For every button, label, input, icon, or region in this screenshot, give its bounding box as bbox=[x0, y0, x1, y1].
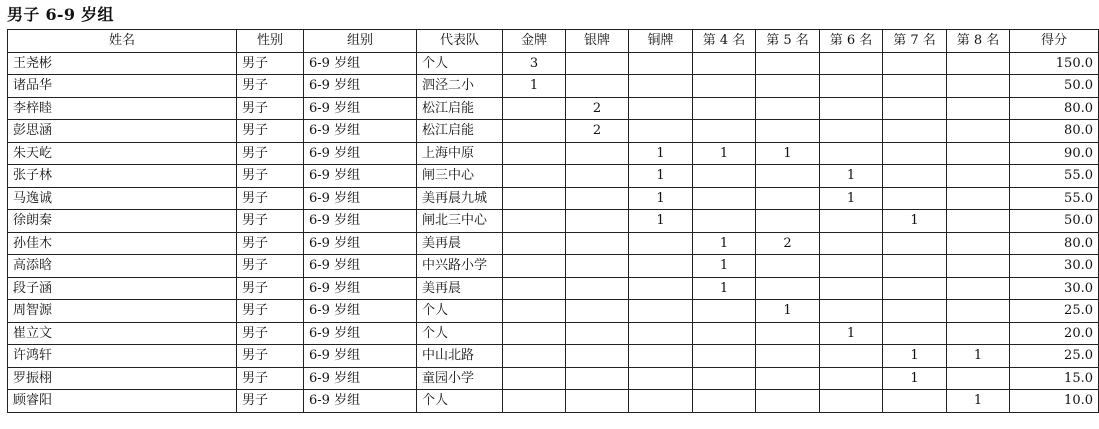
group-cell: 6-9 岁组 bbox=[304, 165, 417, 188]
bronze-count-cell: 1 bbox=[629, 142, 693, 165]
team-cell: 美再晨 bbox=[417, 277, 503, 300]
score-cell: 80.0 bbox=[1010, 97, 1099, 120]
place-7-count-cell bbox=[883, 277, 947, 300]
place-4-count-cell: 1 bbox=[693, 232, 756, 255]
place-6-count-cell bbox=[820, 97, 883, 120]
group-cell: 6-9 岁组 bbox=[304, 210, 417, 233]
group-cell: 6-9 岁组 bbox=[304, 75, 417, 98]
results-body bbox=[8, 52, 1099, 412]
place-7-count-cell bbox=[883, 187, 947, 210]
score-cell: 25.0 bbox=[1010, 300, 1099, 323]
silver-count-cell bbox=[566, 165, 629, 188]
gold-count-cell: 3 bbox=[503, 52, 566, 75]
gold-count-cell bbox=[503, 165, 566, 188]
silver-count-cell bbox=[566, 367, 629, 390]
results-table bbox=[7, 29, 1099, 413]
place-4-count-cell bbox=[693, 97, 756, 120]
table-row bbox=[8, 277, 1099, 300]
bronze-count-cell bbox=[629, 232, 693, 255]
bronze-count-cell bbox=[629, 322, 693, 345]
column-header-group: 组别 bbox=[304, 30, 417, 53]
gold-count-cell bbox=[503, 322, 566, 345]
place-8-count-cell bbox=[947, 165, 1010, 188]
group-cell: 6-9 岁组 bbox=[304, 345, 417, 368]
silver-count-cell bbox=[566, 210, 629, 233]
place-8-count-cell bbox=[947, 300, 1010, 323]
gender-cell: 男子 bbox=[237, 120, 304, 143]
team-cell: 松江启能 bbox=[417, 97, 503, 120]
group-cell: 6-9 岁组 bbox=[304, 52, 417, 75]
gold-count-cell bbox=[503, 187, 566, 210]
bronze-count-cell bbox=[629, 97, 693, 120]
athlete-name-cell: 李梓睦 bbox=[8, 97, 237, 120]
table-row bbox=[8, 142, 1099, 165]
athlete-name-cell: 诸品华 bbox=[8, 75, 237, 98]
place-7-count-cell bbox=[883, 52, 947, 75]
place-7-count-cell bbox=[883, 142, 947, 165]
place-5-count-cell bbox=[756, 120, 820, 143]
place-6-count-cell: 1 bbox=[820, 165, 883, 188]
place-6-count-cell bbox=[820, 210, 883, 233]
group-cell: 6-9 岁组 bbox=[304, 97, 417, 120]
header-row bbox=[8, 30, 1099, 53]
place-8-count-cell bbox=[947, 187, 1010, 210]
place-7-count-cell bbox=[883, 75, 947, 98]
place-7-count-cell: 1 bbox=[883, 367, 947, 390]
gold-count-cell bbox=[503, 210, 566, 233]
place-4-count-cell: 1 bbox=[693, 277, 756, 300]
team-cell: 中山北路 bbox=[417, 345, 503, 368]
column-header-place-6: 第 6 名 bbox=[820, 30, 883, 53]
table-row bbox=[8, 300, 1099, 323]
column-header-name: 姓名 bbox=[8, 30, 237, 53]
score-cell: 55.0 bbox=[1010, 165, 1099, 188]
place-6-count-cell: 1 bbox=[820, 187, 883, 210]
sheet-title: 男子 6-9 岁组 bbox=[7, 5, 114, 24]
gold-count-cell bbox=[503, 232, 566, 255]
column-header-gold: 金牌 bbox=[503, 30, 566, 53]
place-5-count-cell bbox=[756, 367, 820, 390]
place-8-count-cell bbox=[947, 255, 1010, 278]
athlete-name-cell: 段子涵 bbox=[8, 277, 237, 300]
team-cell: 中兴路小学 bbox=[417, 255, 503, 278]
place-6-count-cell bbox=[820, 345, 883, 368]
table-row bbox=[8, 390, 1099, 413]
place-7-count-cell bbox=[883, 165, 947, 188]
place-5-count-cell: 1 bbox=[756, 142, 820, 165]
gender-cell: 男子 bbox=[237, 255, 304, 278]
team-cell: 闸三中心 bbox=[417, 165, 503, 188]
bronze-count-cell: 1 bbox=[629, 165, 693, 188]
gold-count-cell bbox=[503, 142, 566, 165]
gender-cell: 男子 bbox=[237, 345, 304, 368]
bronze-count-cell bbox=[629, 277, 693, 300]
table-row bbox=[8, 367, 1099, 390]
silver-count-cell: 2 bbox=[566, 120, 629, 143]
gender-cell: 男子 bbox=[237, 142, 304, 165]
gender-cell: 男子 bbox=[237, 277, 304, 300]
column-header-place-7: 第 7 名 bbox=[883, 30, 947, 53]
place-4-count-cell bbox=[693, 165, 756, 188]
bronze-count-cell bbox=[629, 300, 693, 323]
place-5-count-cell: 1 bbox=[756, 300, 820, 323]
silver-count-cell bbox=[566, 300, 629, 323]
column-header-place-5: 第 5 名 bbox=[756, 30, 820, 53]
team-cell: 闸北三中心 bbox=[417, 210, 503, 233]
gold-count-cell bbox=[503, 120, 566, 143]
table-row bbox=[8, 75, 1099, 98]
team-cell: 美再晨 bbox=[417, 232, 503, 255]
score-cell: 30.0 bbox=[1010, 255, 1099, 278]
team-cell: 个人 bbox=[417, 390, 503, 413]
place-5-count-cell bbox=[756, 255, 820, 278]
gender-cell: 男子 bbox=[237, 390, 304, 413]
bronze-count-cell bbox=[629, 255, 693, 278]
place-4-count-cell: 1 bbox=[693, 255, 756, 278]
place-6-count-cell bbox=[820, 277, 883, 300]
athlete-name-cell: 崔立文 bbox=[8, 322, 237, 345]
place-8-count-cell bbox=[947, 120, 1010, 143]
group-cell: 6-9 岁组 bbox=[304, 120, 417, 143]
table-row bbox=[8, 210, 1099, 233]
place-6-count-cell bbox=[820, 255, 883, 278]
silver-count-cell bbox=[566, 142, 629, 165]
table-row bbox=[8, 52, 1099, 75]
athlete-name-cell: 孙佳木 bbox=[8, 232, 237, 255]
place-4-count-cell bbox=[693, 52, 756, 75]
group-cell: 6-9 岁组 bbox=[304, 232, 417, 255]
place-7-count-cell bbox=[883, 232, 947, 255]
gold-count-cell: 1 bbox=[503, 75, 566, 98]
athlete-name-cell: 王尧彬 bbox=[8, 52, 237, 75]
place-7-count-cell bbox=[883, 120, 947, 143]
column-header-silver: 银牌 bbox=[566, 30, 629, 53]
place-4-count-cell: 1 bbox=[693, 142, 756, 165]
place-8-count-cell bbox=[947, 75, 1010, 98]
column-header-gender: 性别 bbox=[237, 30, 304, 53]
place-7-count-cell bbox=[883, 322, 947, 345]
gender-cell: 男子 bbox=[237, 367, 304, 390]
score-cell: 50.0 bbox=[1010, 210, 1099, 233]
place-8-count-cell bbox=[947, 210, 1010, 233]
place-6-count-cell bbox=[820, 52, 883, 75]
place-6-count-cell bbox=[820, 232, 883, 255]
team-cell: 美再晨九城 bbox=[417, 187, 503, 210]
athlete-name-cell: 高添晗 bbox=[8, 255, 237, 278]
silver-count-cell bbox=[566, 277, 629, 300]
table-row bbox=[8, 232, 1099, 255]
place-4-count-cell bbox=[693, 390, 756, 413]
silver-count-cell: 2 bbox=[566, 97, 629, 120]
group-cell: 6-9 岁组 bbox=[304, 390, 417, 413]
gender-cell: 男子 bbox=[237, 210, 304, 233]
group-cell: 6-9 岁组 bbox=[304, 187, 417, 210]
bronze-count-cell bbox=[629, 345, 693, 368]
table-row bbox=[8, 97, 1099, 120]
gold-count-cell bbox=[503, 345, 566, 368]
place-6-count-cell bbox=[820, 142, 883, 165]
group-cell: 6-9 岁组 bbox=[304, 142, 417, 165]
place-8-count-cell bbox=[947, 97, 1010, 120]
silver-count-cell bbox=[566, 187, 629, 210]
score-cell: 80.0 bbox=[1010, 232, 1099, 255]
athlete-name-cell: 徐朗秦 bbox=[8, 210, 237, 233]
column-header-bronze: 铜牌 bbox=[629, 30, 693, 53]
bronze-count-cell bbox=[629, 75, 693, 98]
gold-count-cell bbox=[503, 277, 566, 300]
place-7-count-cell bbox=[883, 300, 947, 323]
bronze-count-cell bbox=[629, 390, 693, 413]
place-7-count-cell bbox=[883, 97, 947, 120]
place-5-count-cell bbox=[756, 390, 820, 413]
athlete-name-cell: 罗振栩 bbox=[8, 367, 237, 390]
score-cell: 90.0 bbox=[1010, 142, 1099, 165]
place-5-count-cell bbox=[756, 210, 820, 233]
place-7-count-cell bbox=[883, 255, 947, 278]
bronze-count-cell: 1 bbox=[629, 187, 693, 210]
bronze-count-cell bbox=[629, 367, 693, 390]
athlete-name-cell: 周智源 bbox=[8, 300, 237, 323]
place-4-count-cell bbox=[693, 75, 756, 98]
silver-count-cell bbox=[566, 75, 629, 98]
place-8-count-cell: 1 bbox=[947, 345, 1010, 368]
gender-cell: 男子 bbox=[237, 232, 304, 255]
place-5-count-cell bbox=[756, 277, 820, 300]
score-cell: 55.0 bbox=[1010, 187, 1099, 210]
place-8-count-cell bbox=[947, 142, 1010, 165]
place-4-count-cell bbox=[693, 210, 756, 233]
team-cell: 松江启能 bbox=[417, 120, 503, 143]
athlete-name-cell: 马逸诚 bbox=[8, 187, 237, 210]
athlete-name-cell: 许鸿轩 bbox=[8, 345, 237, 368]
place-5-count-cell bbox=[756, 165, 820, 188]
place-8-count-cell bbox=[947, 277, 1010, 300]
place-4-count-cell bbox=[693, 187, 756, 210]
gender-cell: 男子 bbox=[237, 187, 304, 210]
table-row bbox=[8, 255, 1099, 278]
group-cell: 6-9 岁组 bbox=[304, 277, 417, 300]
place-5-count-cell bbox=[756, 75, 820, 98]
table-row bbox=[8, 165, 1099, 188]
place-5-count-cell bbox=[756, 52, 820, 75]
team-cell: 泗泾二小 bbox=[417, 75, 503, 98]
score-cell: 25.0 bbox=[1010, 345, 1099, 368]
place-6-count-cell bbox=[820, 390, 883, 413]
gold-count-cell bbox=[503, 367, 566, 390]
silver-count-cell bbox=[566, 255, 629, 278]
table-row bbox=[8, 322, 1099, 345]
gold-count-cell bbox=[503, 255, 566, 278]
silver-count-cell bbox=[566, 345, 629, 368]
place-8-count-cell bbox=[947, 232, 1010, 255]
group-cell: 6-9 岁组 bbox=[304, 367, 417, 390]
group-cell: 6-9 岁组 bbox=[304, 255, 417, 278]
place-4-count-cell bbox=[693, 120, 756, 143]
place-6-count-cell bbox=[820, 120, 883, 143]
score-cell: 10.0 bbox=[1010, 390, 1099, 413]
gold-count-cell bbox=[503, 300, 566, 323]
team-cell: 个人 bbox=[417, 322, 503, 345]
bronze-count-cell bbox=[629, 52, 693, 75]
table-row bbox=[8, 120, 1099, 143]
place-6-count-cell bbox=[820, 367, 883, 390]
place-5-count-cell: 2 bbox=[756, 232, 820, 255]
place-4-count-cell bbox=[693, 322, 756, 345]
place-8-count-cell bbox=[947, 367, 1010, 390]
silver-count-cell bbox=[566, 52, 629, 75]
table-row bbox=[8, 187, 1099, 210]
bronze-count-cell: 1 bbox=[629, 210, 693, 233]
group-cell: 6-9 岁组 bbox=[304, 322, 417, 345]
place-6-count-cell: 1 bbox=[820, 322, 883, 345]
team-cell: 个人 bbox=[417, 52, 503, 75]
silver-count-cell bbox=[566, 390, 629, 413]
place-8-count-cell bbox=[947, 52, 1010, 75]
silver-count-cell bbox=[566, 322, 629, 345]
column-header-place-8: 第 8 名 bbox=[947, 30, 1010, 53]
athlete-name-cell: 彭思涵 bbox=[8, 120, 237, 143]
gold-count-cell bbox=[503, 97, 566, 120]
score-cell: 50.0 bbox=[1010, 75, 1099, 98]
place-6-count-cell bbox=[820, 75, 883, 98]
place-5-count-cell bbox=[756, 187, 820, 210]
score-cell: 150.0 bbox=[1010, 52, 1099, 75]
gender-cell: 男子 bbox=[237, 322, 304, 345]
score-cell: 30.0 bbox=[1010, 277, 1099, 300]
column-header-score: 得分 bbox=[1010, 30, 1099, 53]
team-cell: 童园小学 bbox=[417, 367, 503, 390]
column-header-team: 代表队 bbox=[417, 30, 503, 53]
gender-cell: 男子 bbox=[237, 75, 304, 98]
athlete-name-cell: 顾睿阳 bbox=[8, 390, 237, 413]
place-4-count-cell bbox=[693, 345, 756, 368]
athlete-name-cell: 朱天屹 bbox=[8, 142, 237, 165]
group-cell: 6-9 岁组 bbox=[304, 300, 417, 323]
place-6-count-cell bbox=[820, 300, 883, 323]
place-8-count-cell: 1 bbox=[947, 390, 1010, 413]
score-cell: 15.0 bbox=[1010, 367, 1099, 390]
gender-cell: 男子 bbox=[237, 165, 304, 188]
place-7-count-cell: 1 bbox=[883, 345, 947, 368]
gender-cell: 男子 bbox=[237, 52, 304, 75]
team-cell: 个人 bbox=[417, 300, 503, 323]
silver-count-cell bbox=[566, 232, 629, 255]
bronze-count-cell bbox=[629, 120, 693, 143]
place-8-count-cell bbox=[947, 322, 1010, 345]
score-cell: 80.0 bbox=[1010, 120, 1099, 143]
gender-cell: 男子 bbox=[237, 300, 304, 323]
team-cell: 上海中原 bbox=[417, 142, 503, 165]
place-5-count-cell bbox=[756, 97, 820, 120]
gold-count-cell bbox=[503, 390, 566, 413]
place-5-count-cell bbox=[756, 345, 820, 368]
table-row bbox=[8, 345, 1099, 368]
score-cell: 20.0 bbox=[1010, 322, 1099, 345]
place-4-count-cell bbox=[693, 300, 756, 323]
athlete-name-cell: 张子林 bbox=[8, 165, 237, 188]
gender-cell: 男子 bbox=[237, 97, 304, 120]
place-4-count-cell bbox=[693, 367, 756, 390]
column-header-place-4: 第 4 名 bbox=[693, 30, 756, 53]
place-7-count-cell: 1 bbox=[883, 210, 947, 233]
place-5-count-cell bbox=[756, 322, 820, 345]
place-7-count-cell bbox=[883, 390, 947, 413]
